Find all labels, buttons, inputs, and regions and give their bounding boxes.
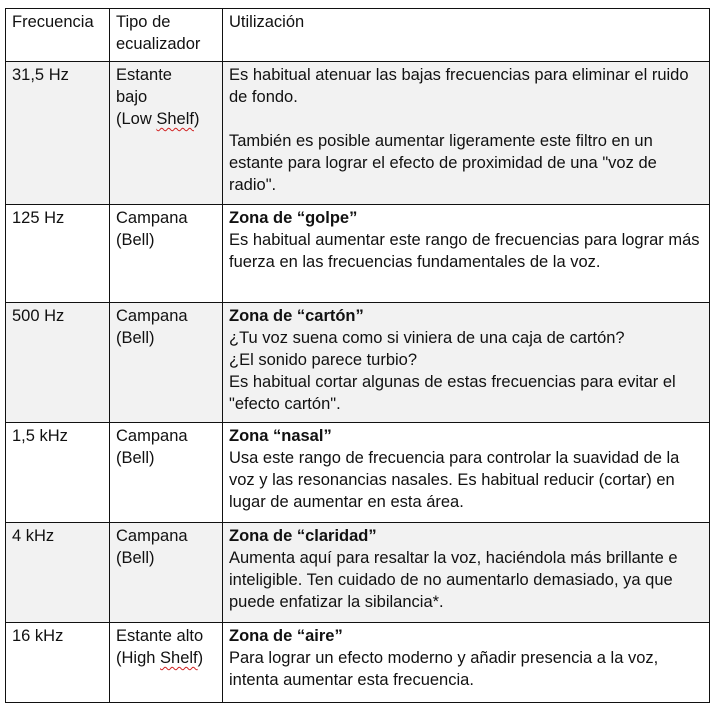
paragraph-gap bbox=[229, 108, 704, 130]
usage-cell bbox=[223, 523, 710, 623]
freq-value: 16 kHz bbox=[12, 627, 64, 645]
type-line bbox=[116, 647, 217, 669]
type-line bbox=[116, 108, 217, 130]
freq-value: 125 Hz bbox=[12, 209, 65, 227]
header-tipo bbox=[110, 9, 223, 62]
table-row bbox=[6, 303, 710, 423]
zone-title: Zona de “aire” bbox=[229, 627, 343, 645]
type-line: Campana bbox=[116, 527, 188, 545]
table-row bbox=[6, 423, 710, 523]
usage-paragraph: Para lograr un efecto moderno y añadir presencia a la voz, intenta aumentar esta frecuencia. bbox=[229, 649, 659, 689]
usage-cell bbox=[223, 623, 710, 703]
freq-value: 500 Hz bbox=[12, 307, 65, 325]
zone-title: Zona de “cartón” bbox=[229, 307, 364, 325]
type-line: (Bell) bbox=[116, 231, 155, 249]
type-cell bbox=[110, 523, 223, 623]
type-cell bbox=[110, 303, 223, 423]
type-text: (High bbox=[116, 649, 161, 667]
type-text: ) bbox=[197, 649, 204, 667]
table-row bbox=[6, 205, 710, 303]
usage-paragraph: También es posible aumentar ligeramente este filtro en un estante para lograr el efecto de proximidad de una "voz de radio". bbox=[229, 132, 657, 194]
type-line: (Bell) bbox=[116, 549, 155, 567]
spellcheck-word: Shelf bbox=[156, 110, 194, 128]
usage-paragraph: Usa este rango de frecuencia para controlar la suavidad de la voz y las resonancias nasales. Es habitual reducir (cortar) en lugar de aumentar en esta área. bbox=[229, 449, 680, 511]
table-row bbox=[6, 623, 710, 703]
header-utilizacion bbox=[223, 9, 710, 62]
usage-paragraph: ¿Tu voz suena como si viniera de una caja de cartón? bbox=[229, 329, 625, 347]
type-line: (Bell) bbox=[116, 329, 155, 347]
type-cell bbox=[110, 62, 223, 205]
zone-title: Zona de “claridad” bbox=[229, 527, 377, 545]
table-row bbox=[6, 62, 710, 205]
type-cell bbox=[110, 423, 223, 523]
type-line: Campana bbox=[116, 209, 188, 227]
freq-value: 4 kHz bbox=[12, 527, 55, 545]
usage-cell bbox=[223, 423, 710, 523]
zone-title: Zona “nasal” bbox=[229, 427, 332, 445]
freq-cell bbox=[6, 62, 110, 205]
header-label: Utilización bbox=[229, 13, 305, 31]
usage-paragraph: Es habitual aumentar este rango de frecuencias para lograr más fuerza en las frecuencias fundamentales de la voz. bbox=[229, 231, 700, 271]
freq-value: 1,5 kHz bbox=[12, 427, 68, 445]
usage-paragraph: Aumenta aquí para resaltar la voz, haciéndola más brillante e inteligible. Ten cuidado de no aumentarlo demasiado, ya que puede enfatizar la sibilancia*. bbox=[229, 549, 678, 611]
header-label-line: Tipo de bbox=[116, 13, 171, 31]
type-line: Estante alto bbox=[116, 627, 204, 645]
type-line: Estante bbox=[116, 66, 172, 84]
type-line: Campana bbox=[116, 307, 188, 325]
type-text: (Low bbox=[116, 110, 157, 128]
eq-frequency-table bbox=[5, 8, 710, 703]
type-line: (Bell) bbox=[116, 449, 155, 467]
header-frecuencia bbox=[6, 9, 110, 62]
type-text: ) bbox=[193, 110, 200, 128]
header-row bbox=[6, 9, 710, 62]
table-row bbox=[6, 523, 710, 623]
freq-cell bbox=[6, 523, 110, 623]
freq-value: 31,5 Hz bbox=[12, 66, 69, 84]
freq-cell bbox=[6, 623, 110, 703]
type-cell bbox=[110, 623, 223, 703]
type-line: Campana bbox=[116, 427, 188, 445]
usage-cell bbox=[223, 303, 710, 423]
type-cell bbox=[110, 205, 223, 303]
header-label-line: ecualizador bbox=[116, 35, 201, 53]
usage-cell bbox=[223, 62, 710, 205]
header-label: Frecuencia bbox=[12, 13, 94, 31]
spellcheck-word: Shelf bbox=[160, 649, 198, 667]
freq-cell bbox=[6, 423, 110, 523]
usage-paragraph: Es habitual cortar algunas de estas frecuencias para evitar el "efecto cartón". bbox=[229, 373, 676, 413]
usage-cell bbox=[223, 205, 710, 303]
freq-cell bbox=[6, 303, 110, 423]
type-line: bajo bbox=[116, 88, 148, 106]
usage-paragraph: ¿El sonido parece turbio? bbox=[229, 351, 418, 369]
usage-paragraph: Es habitual atenuar las bajas frecuencias para eliminar el ruido de fondo. bbox=[229, 66, 689, 106]
freq-cell bbox=[6, 205, 110, 303]
zone-title: Zona de “golpe” bbox=[229, 209, 358, 227]
